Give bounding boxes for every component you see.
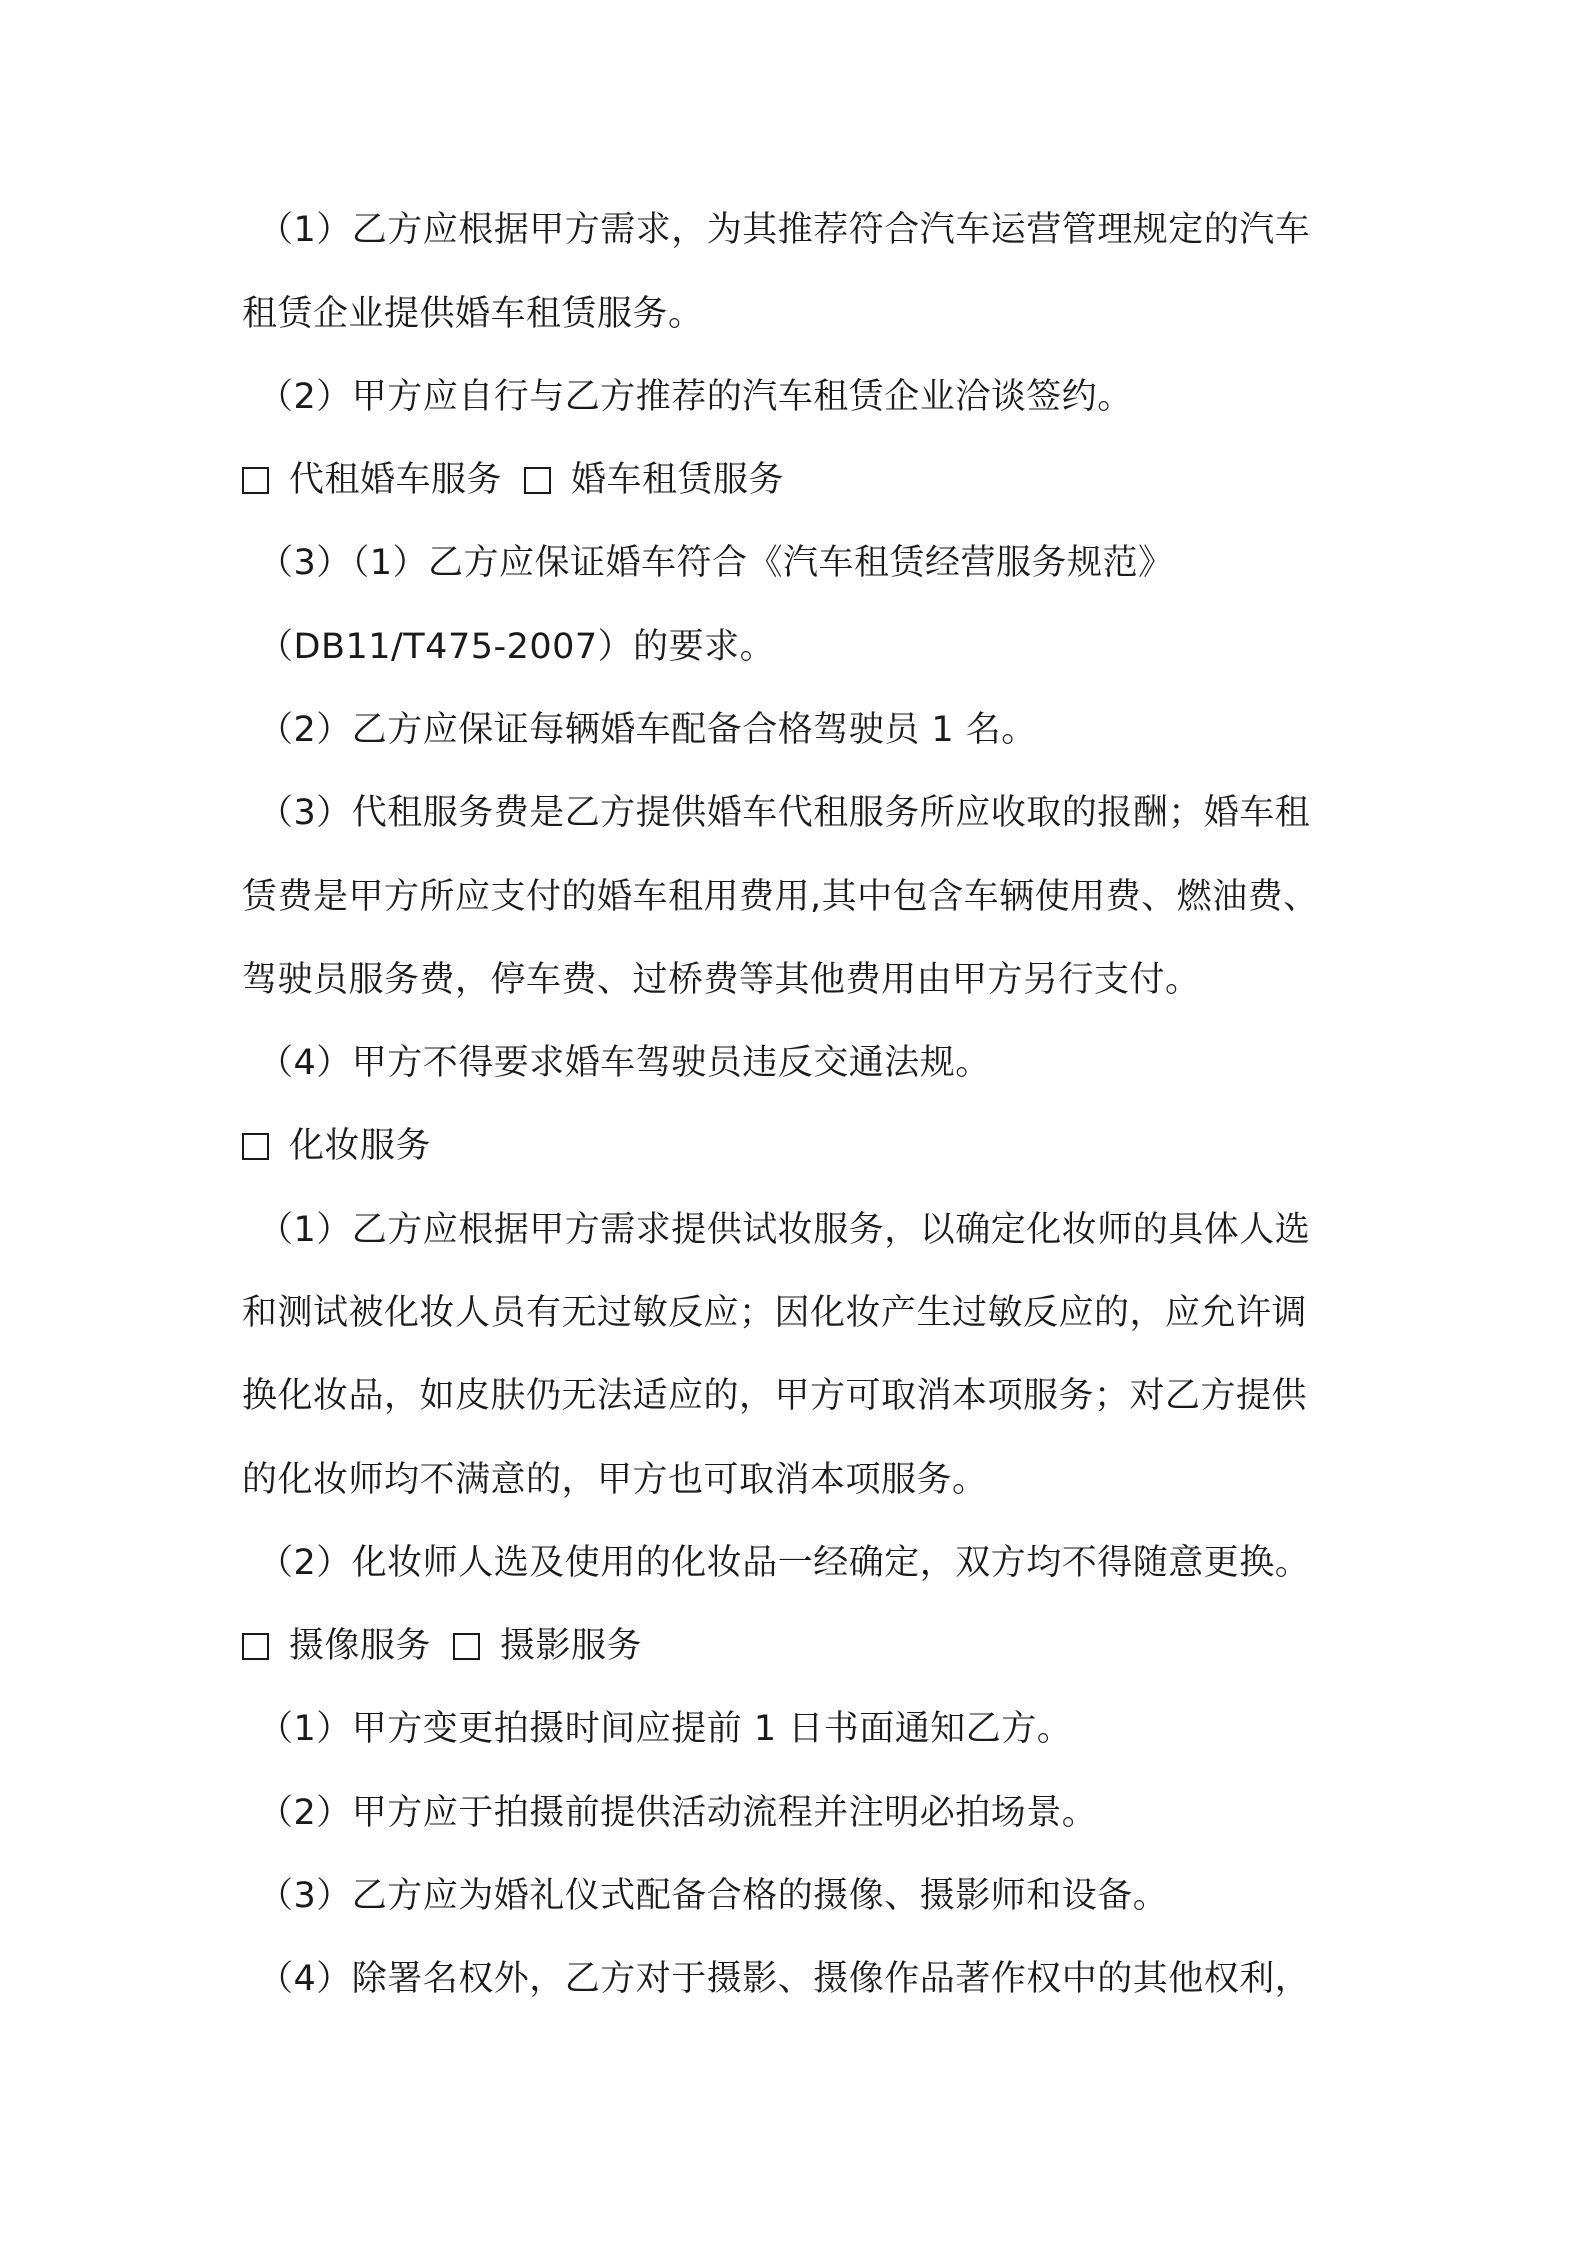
option-label: 化妆服务 (289, 1126, 432, 1166)
paragraph-line: （DB11/T475-2007）的要求。 (258, 627, 776, 667)
paragraph-line: （3）（1）乙方应保证婚车符合《汽车租赁经营服务规范》 (258, 543, 1174, 583)
paragraph-line: 驾驶员服务费，停车费、过桥费等其他费用由甲方另行支付。 (242, 960, 1201, 1000)
checkbox-icon[interactable] (453, 1633, 480, 1660)
checkbox-row-makeup-service (242, 1122, 1362, 1170)
paragraph-line: 租赁企业提供婚车租赁服务。 (242, 294, 704, 334)
checkbox-icon[interactable] (524, 467, 551, 494)
paragraph-line: （4）除署名权外，乙方对于摄影、摄像作品著作权中的其他权利， (258, 1959, 1311, 1999)
checkbox-row-video-photo-service (242, 1622, 1362, 1670)
paragraph-line: （2）乙方应保证每辆婚车配备合格驾驶员 1 名。 (258, 710, 1037, 750)
paragraph-line: 和测试被化妆人员有无过敏反应；因化妆产生过敏反应的，应允许调 (242, 1293, 1308, 1333)
option-label: 摄像服务 (289, 1626, 432, 1666)
paragraph-line: 赁费是甲方所应支付的婚车租用费用,其中包含车辆使用费、燃油费、 (242, 877, 1319, 917)
paragraph-line: 换化妆品，如皮肤仍无法适应的，甲方可取消本项服务；对乙方提供 (242, 1376, 1308, 1416)
paragraph-line: （1）甲方变更拍摄时间应提前 1 日书面通知乙方。 (258, 1709, 1073, 1749)
paragraph-line: 的化妆师均不满意的，甲方也可取消本项服务。 (242, 1460, 988, 1500)
paragraph-line: （4）甲方不得要求婚车驾驶员违反交通法规。 (258, 1043, 991, 1083)
paragraph-line: （1）乙方应根据甲方需求，为其推荐符合汽车运营管理规定的汽车 (258, 210, 1311, 250)
paragraph-line: （2）甲方应于拍摄前提供活动流程并注明必拍场景。 (258, 1793, 1098, 1833)
paragraph-line: （1）乙方应根据甲方需求提供试妆服务，以确定化妆师的具体人选 (258, 1210, 1311, 1250)
checkbox-icon[interactable] (242, 1133, 269, 1160)
checkbox-icon[interactable] (242, 1633, 269, 1660)
paragraph-line: （3）乙方应为婚礼仪式配备合格的摄像、摄影师和设备。 (258, 1876, 1169, 1916)
paragraph-line: （2）化妆师人选及使用的化妆品一经确定，双方均不得随意更换。 (258, 1543, 1311, 1583)
checkbox-row-car-service (242, 456, 1362, 504)
option-label: 代租婚车服务 (289, 460, 503, 500)
paragraph-line: （2）甲方应自行与乙方推荐的汽车租赁企业洽谈签约。 (258, 377, 1133, 417)
option-label: 摄影服务 (500, 1626, 643, 1666)
option-label: 婚车租赁服务 (571, 460, 785, 500)
paragraph-line: （3）代租服务费是乙方提供婚车代租服务所应收取的报酬；婚车租 (258, 793, 1311, 833)
checkbox-icon[interactable] (242, 467, 269, 494)
